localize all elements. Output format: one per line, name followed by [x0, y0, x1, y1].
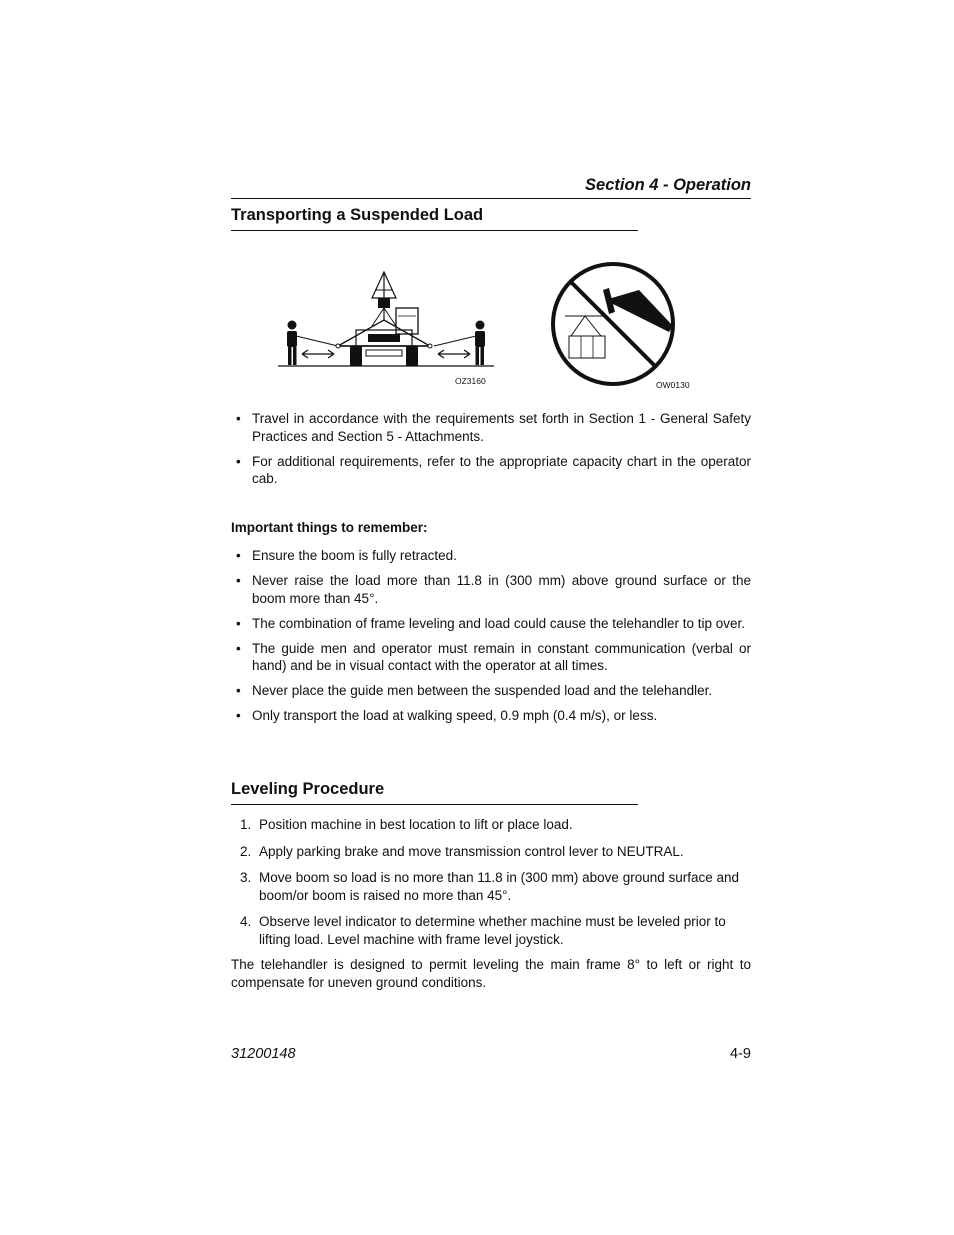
list-item: • The guide men and operator must remain in constant communication (verbal or hand) and be in visual contact with the operator at all times.	[231, 640, 751, 675]
list-item: • Never place the guide men between the suspended load and the telehandler.	[231, 682, 751, 700]
figure-1-label: OZ3160	[455, 376, 486, 386]
list-item: • Ensure the boom is fully retracted.	[231, 547, 751, 565]
section-header: Section 4 - Operation	[231, 176, 751, 199]
step-item: 4. Observe level indicator to determine whether machine must be leveled prior to lifting load. Level machine with frame level joystick.	[240, 914, 726, 947]
leveling-steps	[231, 816, 751, 957]
step-item: 2. Apply parking brake and move transmission control lever to NEUTRAL.	[240, 843, 684, 859]
step-item: 3. Move boom so load is no more than 11.8 in (300 mm) above ground surface and boom/or boom is raised no more than 45°.	[240, 870, 740, 903]
leveling-heading: Leveling Procedure	[231, 780, 638, 805]
important-bullet-list	[231, 547, 751, 732]
list-item: • For additional requirements, refer to the appropriate capacity chart in the operator cab.	[231, 453, 751, 488]
page-number: 4-9	[730, 1046, 751, 1062]
list-item: • Travel in accordance with the requirements set forth in Section 1 - General Safety Practices and Section 5 - Attachments.	[231, 410, 751, 445]
list-item: • The combination of frame leveling and load could cause the telehandler to tip over.	[231, 615, 751, 633]
step-item: 1. Position machine in best location to lift or place load.	[240, 817, 573, 832]
list-item: • Never raise the load more than 11.8 in (300 mm) above ground surface or the boom more than 45°.	[231, 572, 751, 607]
figure-2-label: OW0130	[656, 380, 690, 390]
important-heading: Important things to remember:	[231, 520, 428, 535]
transport-bullet-list	[231, 410, 751, 495]
suspended-load-illustration	[276, 268, 496, 370]
leveling-paragraph: The telehandler is designed to permit leveling the main frame 8° to left or right to compensate for uneven ground conditions.	[231, 957, 751, 990]
prohibition-sign-illustration	[549, 260, 679, 388]
list-item: • Only transport the load at walking speed, 0.9 mph (0.4 m/s), or less.	[231, 707, 751, 725]
doc-number: 31200148	[231, 1046, 296, 1062]
transport-heading: Transporting a Suspended Load	[231, 206, 638, 231]
